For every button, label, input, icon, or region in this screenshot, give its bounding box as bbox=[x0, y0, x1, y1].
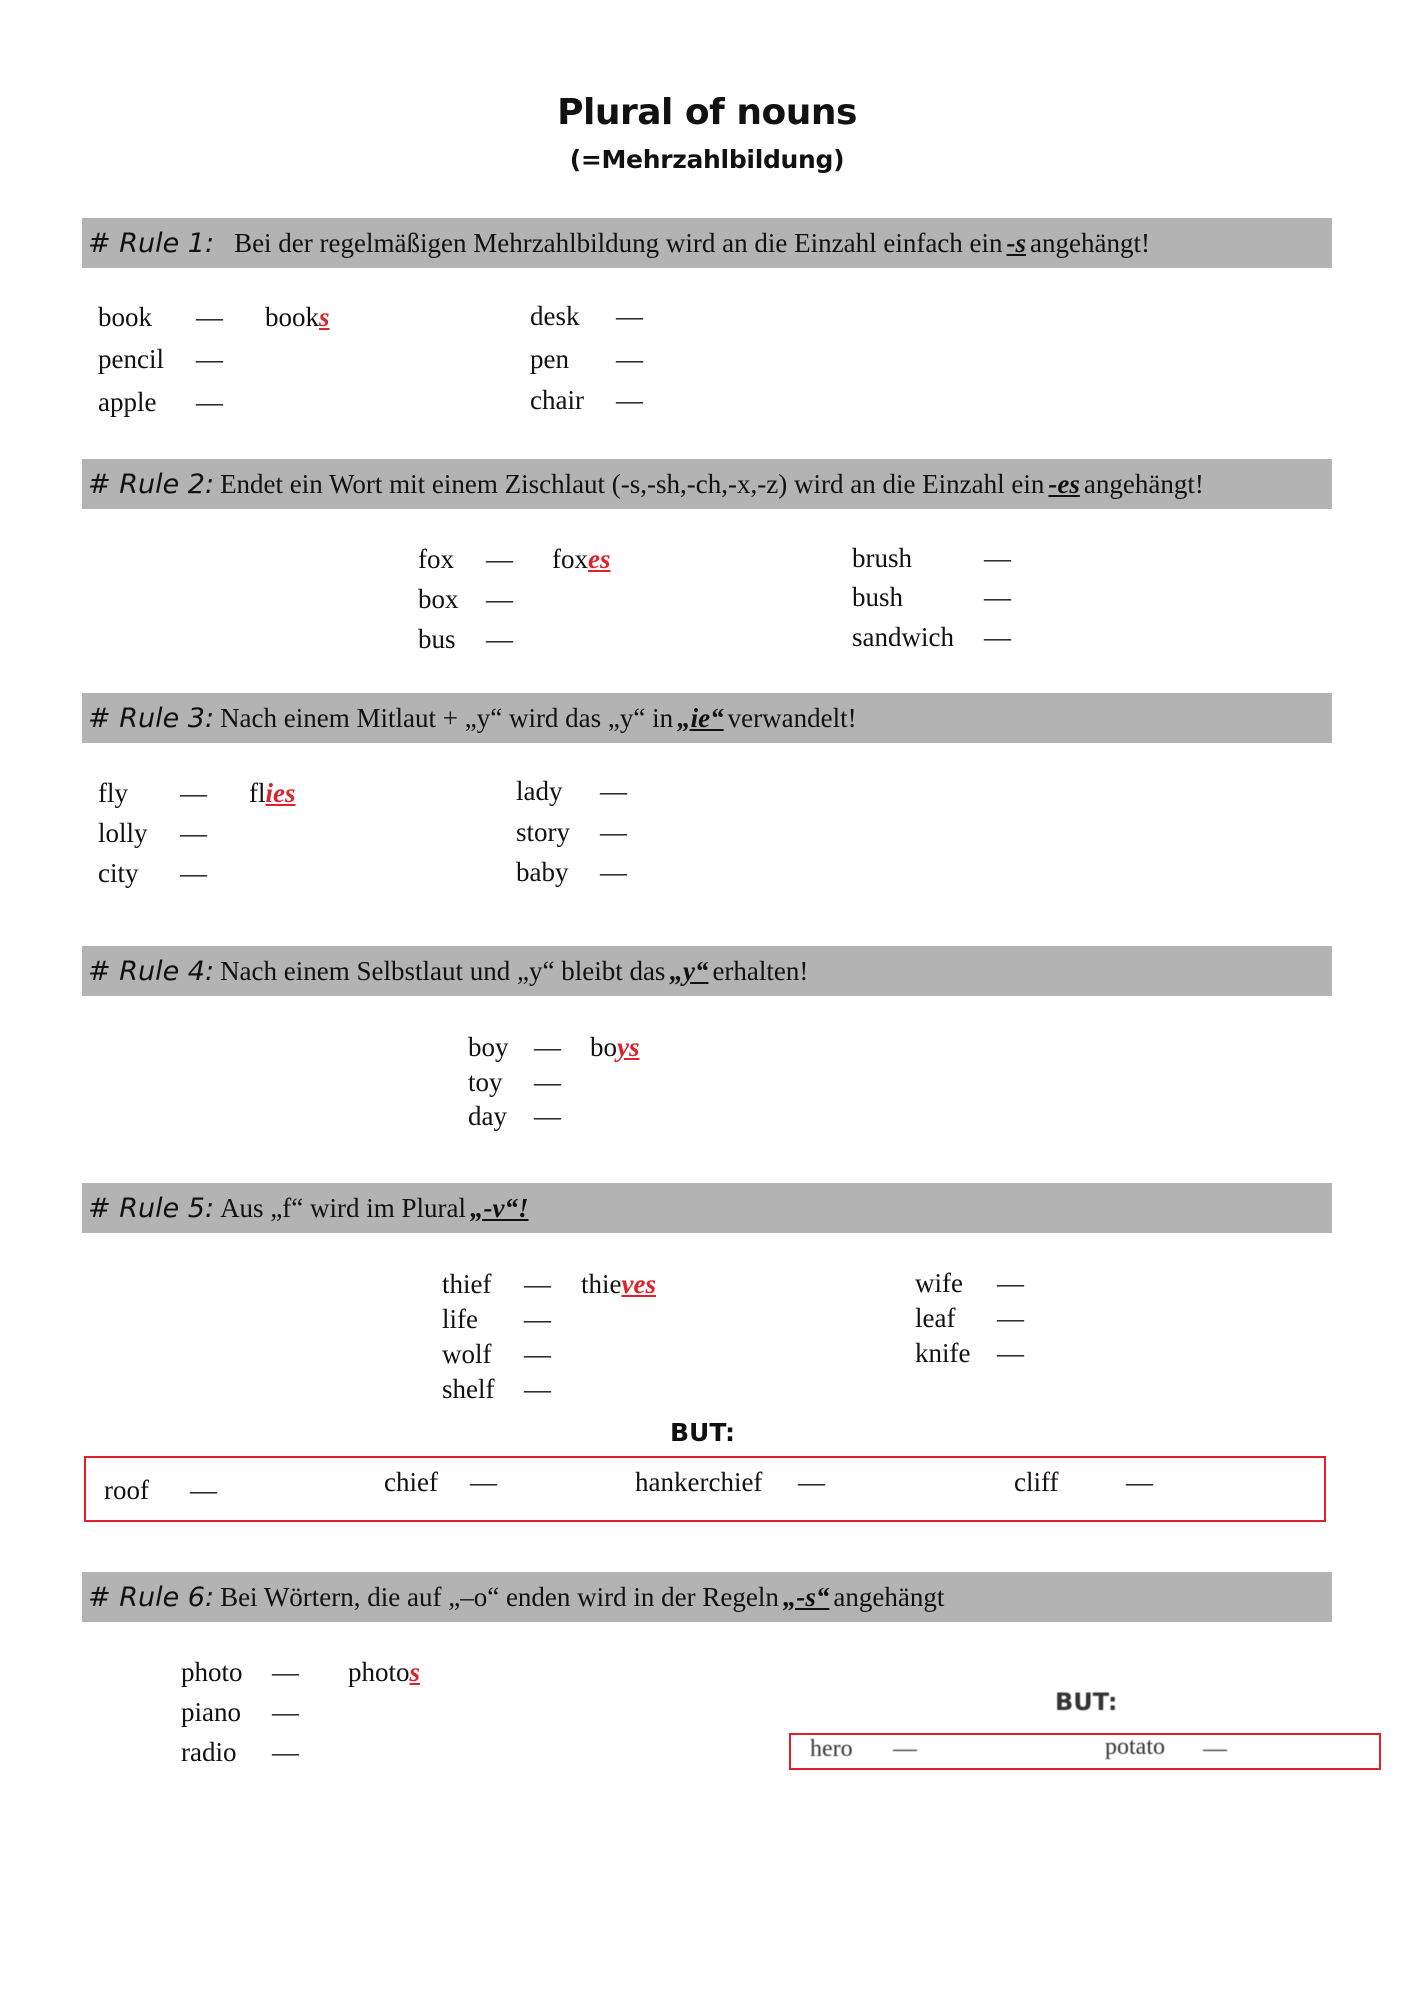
word: leaf bbox=[915, 1303, 956, 1333]
word: toy bbox=[468, 1067, 503, 1097]
dash: — bbox=[196, 344, 223, 374]
rule-key-ending: „-s“ bbox=[782, 1581, 830, 1612]
dash: — bbox=[1203, 1736, 1227, 1762]
dash: — bbox=[1126, 1467, 1153, 1497]
dash: — bbox=[984, 543, 1011, 573]
word: wolf bbox=[442, 1339, 492, 1369]
word: apple bbox=[98, 387, 157, 417]
word: thief bbox=[442, 1269, 492, 1299]
rule-text-end: angehängt! bbox=[1083, 468, 1204, 499]
rule-key-ending: „-v“! bbox=[470, 1192, 529, 1223]
example-plural bbox=[581, 1269, 656, 1300]
word: day bbox=[468, 1101, 507, 1131]
dash: — bbox=[180, 858, 207, 888]
word: desk bbox=[530, 301, 580, 331]
example-stem: fl bbox=[249, 778, 266, 808]
example-ending: s bbox=[319, 302, 330, 332]
exception-word: cliff bbox=[1014, 1467, 1059, 1497]
rule-text: Nach einem Mitlaut + „y“ wird das „y“ in bbox=[220, 702, 674, 733]
word: shelf bbox=[442, 1374, 495, 1404]
dash: — bbox=[534, 1101, 561, 1131]
dash: — bbox=[600, 817, 627, 847]
page-title: Plural of nouns bbox=[557, 92, 857, 133]
dash: — bbox=[534, 1032, 561, 1062]
dash: — bbox=[600, 857, 627, 887]
but-label: BUT: bbox=[1055, 1688, 1118, 1716]
word: baby bbox=[516, 857, 569, 887]
rule-text: Bei Wörtern, die auf „–o“ enden wird in der Regeln bbox=[220, 1581, 779, 1612]
dash: — bbox=[272, 1697, 299, 1727]
dash: — bbox=[272, 1657, 299, 1687]
rule-text: Aus „f“ wird im Plural bbox=[220, 1192, 467, 1223]
exceptions-box bbox=[789, 1733, 1381, 1770]
word: book bbox=[98, 302, 152, 332]
but-label: BUT: bbox=[670, 1418, 736, 1447]
dash: — bbox=[180, 778, 207, 808]
dash: — bbox=[997, 1303, 1024, 1333]
dash: — bbox=[196, 387, 223, 417]
word: fox bbox=[418, 544, 454, 574]
word: box bbox=[418, 584, 459, 614]
example-plural bbox=[249, 778, 296, 809]
dash: — bbox=[984, 622, 1011, 652]
dash: — bbox=[486, 584, 513, 614]
word: city bbox=[98, 858, 139, 888]
rule-tag: # Rule 4: bbox=[88, 955, 215, 987]
word: brush bbox=[852, 543, 912, 573]
rule-tag: # Rule 1: bbox=[88, 227, 215, 259]
example-ending: s bbox=[409, 1657, 421, 1687]
rule-key-ending: „ie“ bbox=[677, 702, 724, 733]
rule-text-end: verwandelt! bbox=[727, 702, 857, 733]
dash: — bbox=[798, 1467, 825, 1497]
rule-1-header bbox=[82, 218, 1332, 268]
word: boy bbox=[468, 1032, 509, 1062]
rule-text-end: angehängt bbox=[833, 1581, 945, 1612]
exception-word: hankerchief bbox=[635, 1467, 763, 1497]
dash: — bbox=[190, 1475, 217, 1505]
dash: — bbox=[997, 1268, 1024, 1298]
word: knife bbox=[915, 1338, 971, 1368]
rule-2-header bbox=[82, 459, 1332, 509]
dash: — bbox=[616, 301, 643, 331]
rule-tag: # Rule 6: bbox=[88, 1581, 215, 1613]
dash: — bbox=[616, 385, 643, 415]
exception-word: potato bbox=[1105, 1734, 1165, 1760]
example-plural bbox=[265, 302, 330, 333]
rule-text-end: erhalten! bbox=[712, 955, 809, 986]
dash: — bbox=[600, 776, 627, 806]
example-plural bbox=[590, 1032, 640, 1063]
exception-word: chief bbox=[384, 1467, 438, 1497]
dash: — bbox=[534, 1067, 561, 1097]
example-stem: bo bbox=[590, 1032, 617, 1062]
word: pencil bbox=[98, 344, 164, 374]
exception-word: hero bbox=[810, 1736, 853, 1762]
dash: — bbox=[524, 1304, 551, 1334]
dash: — bbox=[524, 1374, 551, 1404]
rule-4-header bbox=[82, 946, 1332, 996]
example-stem: book bbox=[265, 302, 319, 332]
rule-text: Endet ein Wort mit einem Zischlaut (-s,-sh,-ch,-x,-z) wird an die Einzahl ein bbox=[220, 468, 1045, 499]
dash: — bbox=[997, 1338, 1024, 1368]
example-ending: ves bbox=[621, 1269, 656, 1299]
rule-6-header bbox=[82, 1572, 1332, 1622]
rule-text: Bei der regelmäßigen Mehrzahlbildung wird an die Einzahl einfach ein bbox=[234, 227, 1003, 258]
rule-text: Nach einem Selbstlaut und „y“ bleibt das bbox=[220, 955, 666, 986]
dash: — bbox=[524, 1339, 551, 1369]
dash: — bbox=[180, 818, 207, 848]
word: lady bbox=[516, 776, 563, 806]
word: bush bbox=[852, 582, 904, 612]
rule-3-header bbox=[82, 693, 1332, 743]
example-plural bbox=[348, 1657, 420, 1688]
exception-word: roof bbox=[104, 1475, 149, 1505]
dash: — bbox=[984, 582, 1011, 612]
rule-tag: # Rule 3: bbox=[88, 702, 215, 734]
dash: — bbox=[196, 302, 223, 332]
rule-tag: # Rule 2: bbox=[88, 468, 215, 500]
dash: — bbox=[893, 1736, 917, 1762]
example-ending: es bbox=[588, 544, 611, 574]
word: photo bbox=[181, 1657, 243, 1687]
word: lolly bbox=[98, 818, 148, 848]
dash: — bbox=[272, 1737, 299, 1767]
dash: — bbox=[524, 1269, 551, 1299]
rule-key-ending: „y“ bbox=[669, 955, 709, 986]
rule-text-end: angehängt! bbox=[1030, 227, 1150, 258]
dash: — bbox=[486, 544, 513, 574]
example-stem: thie bbox=[581, 1269, 622, 1299]
word: piano bbox=[181, 1697, 241, 1727]
word: life bbox=[442, 1304, 478, 1334]
word: radio bbox=[181, 1737, 237, 1767]
rule-tag: # Rule 5: bbox=[88, 1192, 215, 1224]
word: story bbox=[516, 817, 570, 847]
word: sandwich bbox=[852, 622, 954, 652]
example-ending: ys bbox=[617, 1032, 640, 1062]
rule-key-ending: -es bbox=[1048, 468, 1080, 499]
dash: — bbox=[616, 344, 643, 374]
example-stem: photo bbox=[348, 1657, 410, 1687]
word: chair bbox=[530, 385, 584, 415]
dash: — bbox=[486, 624, 513, 654]
example-plural bbox=[552, 544, 611, 575]
rule-5-header bbox=[82, 1183, 1332, 1233]
word: bus bbox=[418, 624, 456, 654]
example-stem: fox bbox=[552, 544, 588, 574]
word: fly bbox=[98, 778, 128, 808]
word: pen bbox=[530, 344, 569, 374]
example-ending: ies bbox=[265, 778, 296, 808]
dash: — bbox=[470, 1467, 497, 1497]
rule-key-ending: -s bbox=[1006, 227, 1027, 258]
page-subtitle: (=Mehrzahlbildung) bbox=[569, 145, 845, 174]
word: wife bbox=[915, 1268, 963, 1298]
